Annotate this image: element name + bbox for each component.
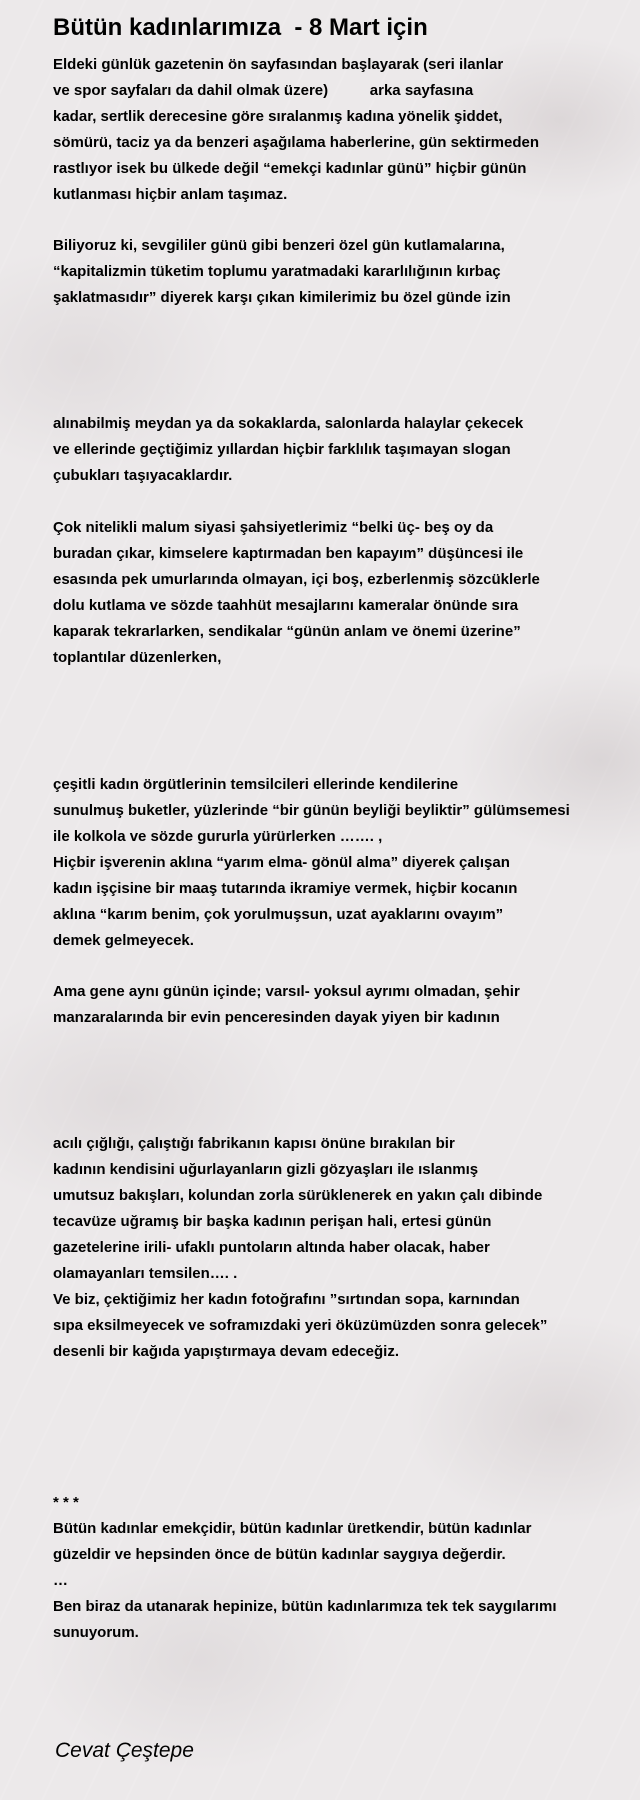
text-line: acılı çığlığı, çalıştığı fabrikanın kapısı önüne bırakılan bir (53, 1135, 455, 1152)
text-line: desenli bir kağıda yapıştırmaya devam edeceğiz. (53, 1343, 399, 1360)
text-line: aklına “karım benim, çok yorulmuşsun, uzat ayaklarını ovayım” (53, 906, 504, 923)
text-line: manzaralarında bir evin penceresinden dayak yiyen bir kadının (53, 1009, 500, 1026)
author-signature: Cevat Çeştepe (55, 1739, 194, 1762)
text-line: güzeldir ve hepsinden önce de bütün kadınlar saygıya değerdir. (53, 1546, 506, 1563)
text-line: ve spor sayfaları da dahil olmak üzere) arka sayfasına (53, 82, 474, 99)
text-line: kadar, sertlik derecesine göre sıralanmış kadına yönelik şiddet, (53, 108, 503, 125)
text-line: kadın işçisine bir maaş tutarında ikramiye vermek, hiçbir kocanın (53, 880, 518, 897)
text-line: kaparak tekrarlarken, sendikalar “günün anlam ve önemi üzerine” (53, 623, 521, 640)
text-line: demek gelmeyecek. (53, 932, 194, 949)
text-line: ile kolkola ve sözde gururla yürürlerken ……. , (53, 828, 383, 845)
text-line: rastlıyor isek bu ülkede değil “emekçi kadınlar günü” hiçbir günün (53, 160, 527, 177)
paragraph-5 (53, 772, 570, 954)
text-line: çeşitli kadın örgütlerinin temsilcileri ellerinde kendilerine (53, 776, 459, 793)
text-line: Biliyoruz ki, sevgililer günü gibi benzeri özel gün kutlamalarına, (53, 237, 505, 254)
text-line: Ve biz, çektiğimiz her kadın fotoğrafını ”sırtından sopa, karnından (53, 1291, 520, 1308)
paragraph-3 (53, 411, 523, 489)
text-line: esasında pek umurlarında olmayan, içi boş, ezberlenmiş sözcüklerle (53, 571, 540, 588)
text-line: ve ellerinde geçtiğimiz yıllardan hiçbir farklılık taşımayan slogan (53, 441, 511, 458)
paragraph-7 (53, 1131, 547, 1365)
text-line: umutsuz bakışları, kolundan zorla sürüklenerek en yakın çalı dibinde (53, 1187, 543, 1204)
paragraph-6 (53, 979, 520, 1031)
text-line: Eldeki günlük gazetenin ön sayfasından başlayarak (seri ilanlar (53, 56, 504, 73)
text-line: alınabilmiş meydan ya da sokaklarda, salonlarda halaylar çekecek (53, 415, 524, 432)
text-line: Bütün kadınlar emekçidir, bütün kadınlar üretkendir, bütün kadınlar (53, 1520, 532, 1537)
text-line: buradan çıkar, kimselere kaptırmadan ben kapayım” düşüncesi ile (53, 545, 524, 562)
text-line: Hiçbir işverenin aklına “yarım elma- gönül alma” diyerek çalışan (53, 854, 510, 871)
text-line: toplantılar düzenlerken, (53, 649, 222, 666)
paragraph-4 (53, 515, 540, 671)
text-line: sömürü, taciz ya da benzeri aşağılama haberlerine, gün sektirmeden (53, 134, 540, 151)
text-line: olamayanları temsilen…. . (53, 1265, 238, 1282)
text-line: sıpa eksilmeyecek ve soframızdaki yeri öküzümüzden sonra gelecek” (53, 1317, 548, 1334)
text-line: kutlanması hiçbir anlam taşımaz. (53, 186, 288, 203)
text-line: şaklatmasıdır” diyerek karşı çıkan kimilerimiz bu özel günde izin (53, 289, 511, 306)
text-line: sunuyorum. (53, 1624, 139, 1641)
paragraph-8 (53, 1490, 556, 1646)
text-line: tecavüze uğramış bir başka kadının perişan hali, ertesi günün (53, 1213, 492, 1230)
text-line: sunulmuş buketler, yüzlerinde “bir günün beyliği beyliktir” gülümsemesi (53, 802, 570, 819)
paragraph-2 (53, 233, 511, 311)
text-line: çubukları taşıyacaklardır. (53, 467, 233, 484)
text-line: Ama gene aynı günün içinde; varsıl- yoksul ayrımı olmadan, şehir (53, 983, 520, 1000)
text-line: Ben biraz da utanarak hepinize, bütün kadınlarımıza tek tek saygılarımı (53, 1598, 557, 1615)
poem-title: Bütün kadınlarımıza - 8 Mart için (53, 14, 428, 41)
text-line: … (53, 1572, 68, 1589)
text-line: * * * (53, 1494, 79, 1511)
text-line: Çok nitelikli malum siyasi şahsiyetlerimiz “belki üç- beş oy da (53, 519, 494, 536)
text-line: kadının kendisini uğurlayanların gizli gözyaşları ile ıslanmış (53, 1161, 479, 1178)
text-line: dolu kutlama ve sözde taahhüt mesajlarını kameralar önünde sıra (53, 597, 519, 614)
text-line: gazetelerine irili- ufaklı puntoların altında haber olacak, haber (53, 1239, 490, 1256)
text-line: “kapitalizmin tüketim toplumu yaratmadaki kararlılığının kırbaç (53, 263, 501, 280)
paragraph-1 (53, 52, 539, 208)
